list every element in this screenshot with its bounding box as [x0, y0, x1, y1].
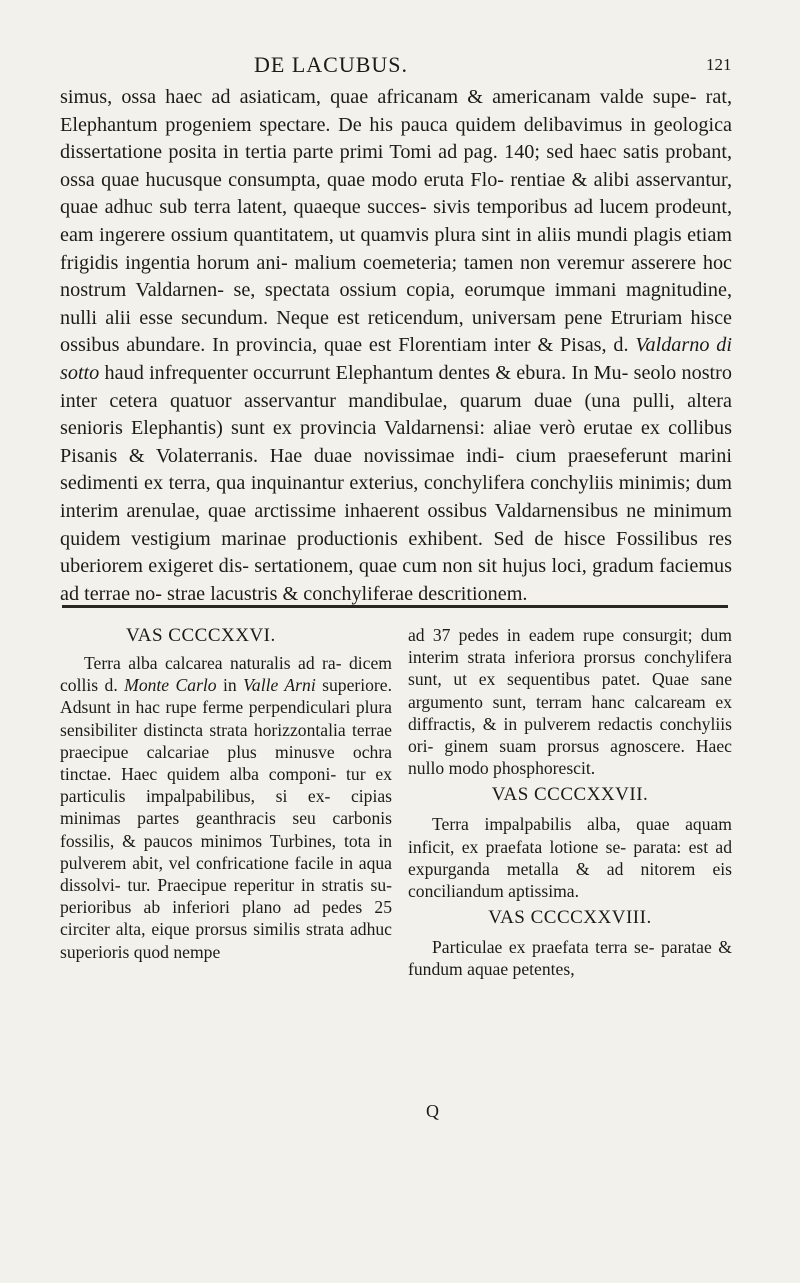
heading-vas-427: VAS CCCCXXVII.	[491, 784, 649, 806]
vas-426-text-part-1: Terra alba calcarea naturalis ad ra- dicem collis d.	[60, 653, 392, 696]
italic-valle-arni: Valle Arni	[243, 675, 316, 696]
italic-monte-carlo: Monte Carlo	[124, 675, 217, 696]
main-paragraph-text	[60, 84, 732, 608]
left-column	[60, 624, 392, 963]
main-paragraph	[60, 84, 732, 608]
vas-426-continuation: ad 37 pedes in eadem rupe consurgit; dum interim strata inferiora prorsus conchylifera sunt, ut ex sequentibus patet. Quae sane argumento sunt, terram hanc calcaream ex diffractis, & in pulverem redactis conchyliis ori- ginem suam prorsus agnoscere. Haec nullo modo phosphorescit.	[408, 625, 732, 779]
vas-426-text-part-2: in	[216, 675, 244, 696]
right-column	[408, 624, 732, 981]
main-text-part-1: simus, ossa haec ad asiaticam, quae africanam & americanam valde supe- rat, Elephantum progeniem spectare. De his pauca quidem delibavimus in geologica dissertatione posita in tertia parte primi Tomi ad pag. 140; sed haec satis probant, ossa quae hucusque consumpta, quae modo eruta Flo- rentiae & alibi asservantur, quae adhuc sub terra latent, quaeque succes- sivis temporibus ad lucem prodeunt, eam ingerere ossium quantitatem, ut quamvis plura sint in aliis mundi plagis etiam frigidis ingentia horum ani- malium coemeteria; tamen non veremur asserere hoc nostrum Valdarnen- se, spectata ossium copia, eorumque immani magnitudine, nulli alii esse secundum. Neque est reticendum, universam pene Etruriam hisce ossibus abundare. In provincia, quae est Florentiam inter & Pisas, d.	[60, 86, 732, 357]
page-header	[0, 50, 800, 80]
main-italic-valdarno: Valdarno di sotto	[60, 334, 732, 384]
vas-426-text	[60, 652, 392, 963]
main-text-part-2: haud infrequenter occurrunt Elephantum dentes & ebura. In Mu- seolo nostro inter cetera quatuor asservantur mandibulae, quarum duae (una pulli, altera senioris Elephantis) sunt ex provincia Valdarnensi: aliae verò erutae ex collibus Pisanis & Volaterranis. Hae duae novissimae indi- cium praeseferunt marini sedimenti ex terra, qua inquinantur exterius, conchylifera conchyliis minimis; dum interim arenulae, quae arctissime inhaerent ossibus Valdarnensibus ne minimum quidem vestigium marinae productionis exhibent. Sed de hisce Fossilibus res uberiorem exigeret dis- sertationem, quae cum non sit hujus loci, gradum faciemus ad terrae no- strae lacustris & conchyliferae descritionem.	[60, 361, 732, 605]
vas-427-text: Terra impalpabilis alba, quae aquam inficit, ex praefata lotione se- parata: est ad expurganda metalla & ad nitorem eis conciliandum aptissima.	[408, 814, 732, 902]
heading-vas-428: VAS CCCCXXVIII.	[488, 907, 652, 929]
vas-426-text-part-3: superiore. Adsunt in hac rupe ferme perpendiculari plura sensibiliter distincta strata horizzontalia terrae praecipue calcariae plus minusve ochra tinctae. Haec quidem alba componi- tur ex particulis impalpabilibus, si ex- cipias minimas partes geanthracis seu carbonis fossilis, & paucos minimos Turbines, tota in pulverem abit, vel confricatione facile in aqua dissolvi- tur. Praecipue reperitur in stratis su- perioribus ab inferiori plano ad pedes 25 circiter alta, eique prorsus similis strata adhuc superioris quod nempe	[60, 675, 392, 962]
running-head: DE LACUBUS.	[254, 52, 409, 77]
heading-vas-426: VAS CCCCXXVI.	[126, 625, 276, 646]
signature-mark: Q	[426, 1101, 439, 1121]
vas-428-text: Particulae ex praefata terra se- paratae & fundum aquae petentes,	[408, 937, 732, 980]
section-divider	[62, 605, 728, 608]
page-number: 121	[706, 55, 732, 74]
